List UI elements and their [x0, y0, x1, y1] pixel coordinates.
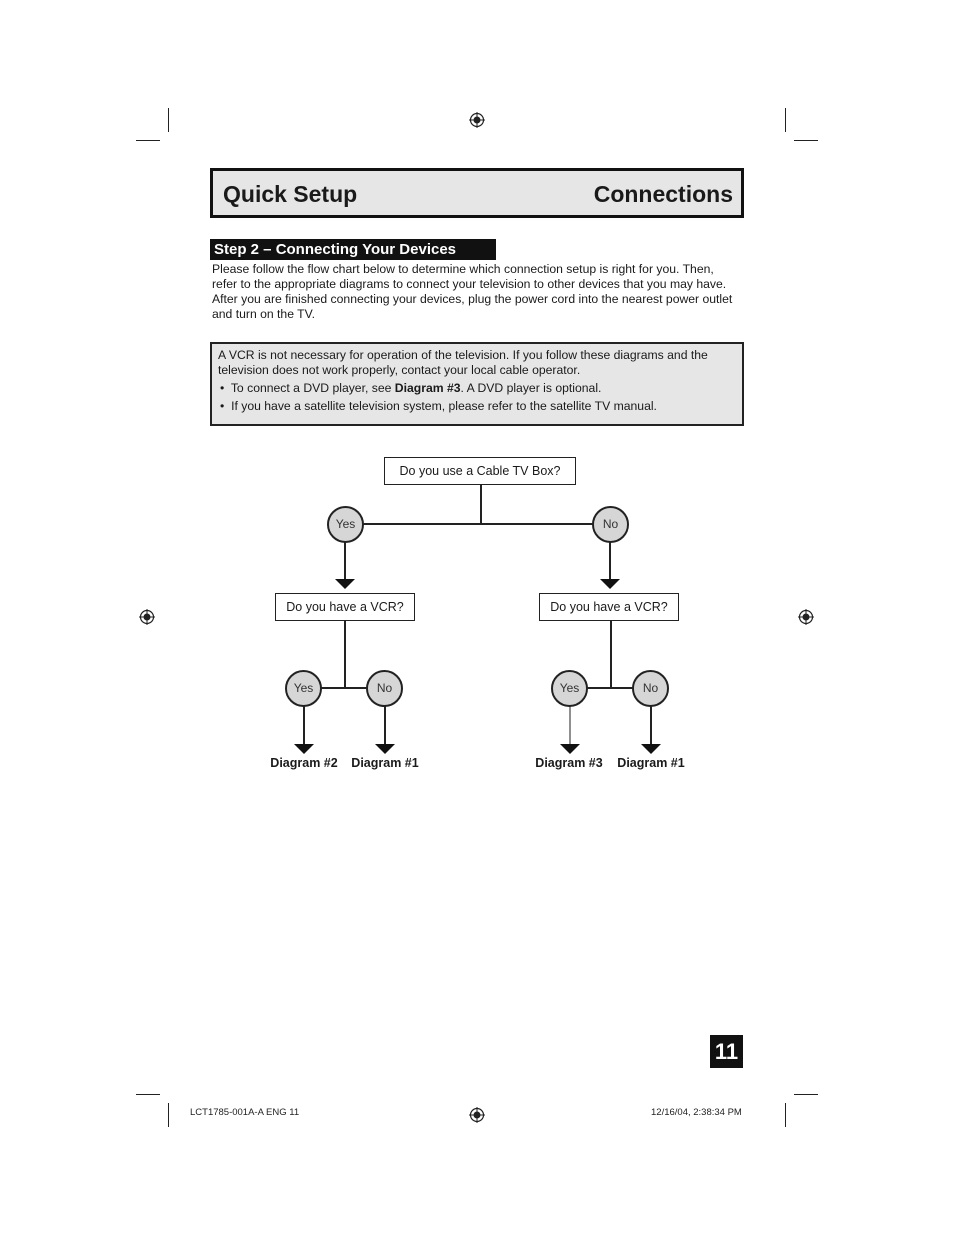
page-number: 11 — [710, 1035, 743, 1068]
answer-yes-circle: Yes — [285, 670, 322, 707]
result-diagram-label: Diagram #2 — [270, 756, 338, 770]
registration-mark-icon — [469, 1107, 485, 1123]
bullet-bold-text: Diagram #3 — [394, 381, 461, 395]
footer-doc-id: LCT1785-001A-A ENG 11 — [190, 1107, 300, 1118]
header-title-left: Quick Setup — [223, 181, 358, 207]
crop-mark — [794, 1094, 818, 1095]
header-title-right: Connections — [593, 181, 733, 207]
answer-yes-circle: Yes — [327, 506, 364, 543]
bullet-text: If you have a satellite television system, please refer to the satellite TV manual. — [231, 399, 657, 413]
question-cable-box: Do you use a Cable TV Box? — [384, 457, 576, 485]
bullet-symbol: • — [220, 399, 225, 413]
intro-paragraph: Please follow the flow chart below to determine which connection setup is right for you. Then, refer to the appropriate diagrams to connect your television to other devices that you may have. After you are finished connecting your devices, plug the power cord into the nearest power outlet and turn on the TV. — [212, 262, 733, 321]
answer-yes-circle: Yes — [551, 670, 588, 707]
crop-mark — [136, 1094, 160, 1095]
result-diagram-label: Diagram #1 — [351, 756, 419, 770]
bullet-symbol: • — [220, 381, 225, 395]
question-vcr-right: Do you have a VCR? — [539, 593, 679, 621]
bullet-text: To connect a DVD player, see — [230, 381, 395, 395]
footer-timestamp: 12/16/04, 2:38:34 PM — [651, 1107, 742, 1118]
bullet-text: . A DVD player is optional. — [460, 381, 602, 395]
answer-no-circle: No — [592, 506, 629, 543]
result-diagram-label: Diagram #3 — [535, 756, 603, 770]
section-title: Step 2 – Connecting Your Devices — [210, 239, 496, 260]
crop-mark — [168, 1103, 169, 1127]
crop-mark — [785, 1103, 786, 1127]
result-diagram-label: Diagram #1 — [617, 756, 685, 770]
answer-no-circle: No — [366, 670, 403, 707]
answer-no-circle: No — [632, 670, 669, 707]
question-vcr-left: Do you have a VCR? — [275, 593, 415, 621]
note-text: A VCR is not necessary for operation of the television. If you follow these diagrams and the television does not work properly, contact your local cable operator. — [218, 348, 708, 377]
